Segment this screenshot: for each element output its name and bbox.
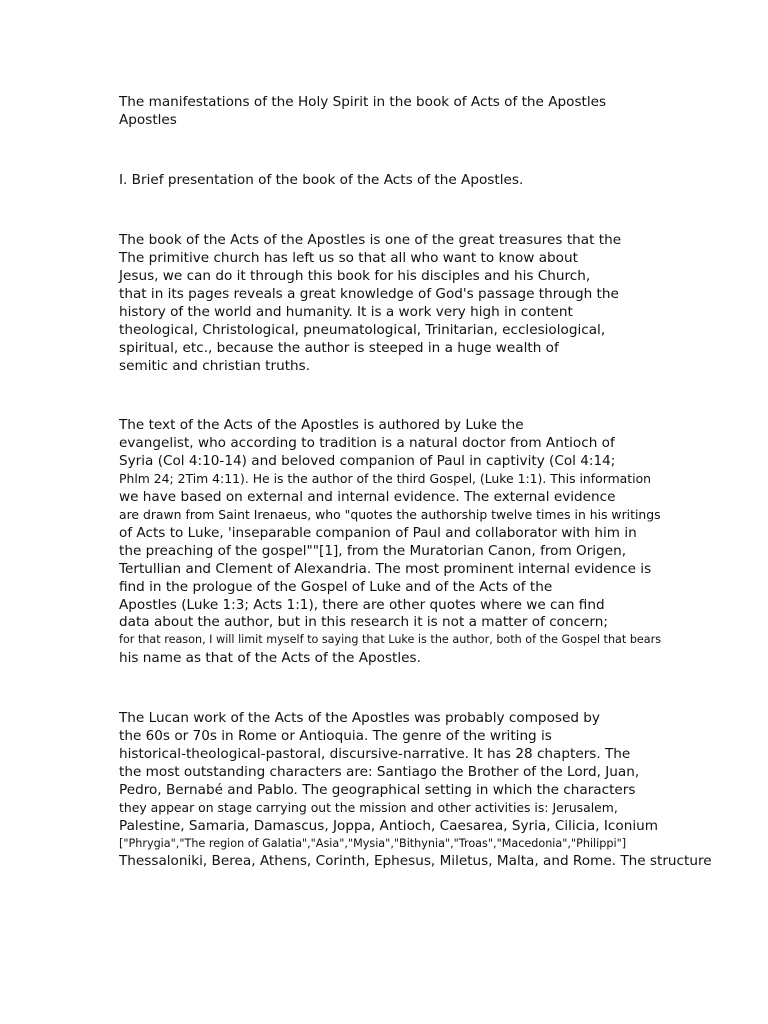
paragraph-2-line: the preaching of the gospel""[1], from the Muratorian Canon, from Origen,	[119, 543, 627, 559]
paragraph-3-line: historical-theological-pastoral, discursive-narrative. It has 28 chapters. The	[119, 746, 631, 762]
paragraph-2-line: evangelist, who according to tradition is a natural doctor from Antioch of	[119, 435, 615, 451]
paragraph-2-line: Apostles (Luke 1:3; Acts 1:1), there are other quotes where we can find	[119, 597, 605, 613]
document-title-line: The manifestations of the Holy Spirit in the book of Acts of the Apostles	[119, 94, 607, 110]
paragraph-2-line: his name as that of the Acts of the Apostles.	[119, 650, 421, 666]
paragraph-1-line: that in its pages reveals a great knowledge of God's passage through the	[119, 286, 619, 302]
paragraph-2-line: data about the author, but in this research it is not a matter of concern;	[119, 614, 608, 630]
paragraph-1-line: Jesus, we can do it through this book for his disciples and his Church,	[119, 268, 591, 284]
paragraph-2-line: The text of the Acts of the Apostles is authored by Luke the	[119, 417, 524, 433]
paragraph-2-line: Tertullian and Clement of Alexandria. The most prominent internal evidence is	[119, 561, 652, 577]
paragraph-2-line: of Acts to Luke, 'inseparable companion of Paul and collaborator with him in	[119, 525, 637, 541]
paragraph-3-line: the most outstanding characters are: Santiago the Brother of the Lord, Juan,	[119, 764, 640, 780]
paragraph-2-line: we have based on external and internal evidence. The external evidence	[119, 489, 616, 505]
paragraph-2-line: Phlm 24; 2Tim 4:11). He is the author of the third Gospel, (Luke 1:1). This information	[119, 471, 651, 486]
paragraph-3-line: they appear on stage carrying out the mission and other activities is: Jerusalem,	[119, 800, 618, 815]
paragraph-3-line: Palestine, Samaria, Damascus, Joppa, Antioch, Caesarea, Syria, Cilicia, Iconium	[119, 818, 658, 834]
document-title-line: Apostles	[119, 112, 177, 128]
paragraph-1-line: spiritual, etc., because the author is steeped in a huge wealth of	[119, 340, 559, 356]
paragraph-1-line: The primitive church has left us so that all who want to know about	[119, 250, 578, 266]
paragraph-3-line: Thessaloniki, Berea, Athens, Corinth, Ephesus, Miletus, Malta, and Rome. The structure	[119, 853, 712, 869]
paragraph-3-line: Pedro, Bernabé and Pablo. The geographical setting in which the characters	[119, 782, 636, 798]
paragraph-1-line: theological, Christological, pneumatological, Trinitarian, ecclesiological,	[119, 322, 606, 338]
paragraph-3-line: ["Phrygia","The region of Galatia","Asia","Mysia","Bithynia","Troas","Macedonia","Philippi"]	[119, 837, 627, 850]
paragraph-3-line: The Lucan work of the Acts of the Apostles was probably composed by	[119, 710, 600, 726]
paragraph-2-line: are drawn from Saint Irenaeus, who "quotes the authorship twelve times in his writings	[119, 507, 661, 522]
paragraph-1-line: The book of the Acts of the Apostles is one of the great treasures that the	[119, 232, 622, 248]
paragraph-3-line: the 60s or 70s in Rome or Antioquia. The genre of the writing is	[119, 728, 552, 744]
paragraph-2-line: Syria (Col 4:10-14) and beloved companion of Paul in captivity (Col 4:14;	[119, 453, 616, 469]
paragraph-2-line: find in the prologue of the Gospel of Luke and of the Acts of the	[119, 579, 553, 595]
section-heading: I. Brief presentation of the book of the Acts of the Apostles.	[119, 172, 524, 188]
paragraph-1-line: history of the world and humanity. It is a work very high in content	[119, 304, 573, 320]
paragraph-2-line: for that reason, I will limit myself to saying that Luke is the author, both of the Gospel that bears	[119, 633, 662, 646]
paragraph-1-line: semitic and christian truths.	[119, 358, 311, 374]
